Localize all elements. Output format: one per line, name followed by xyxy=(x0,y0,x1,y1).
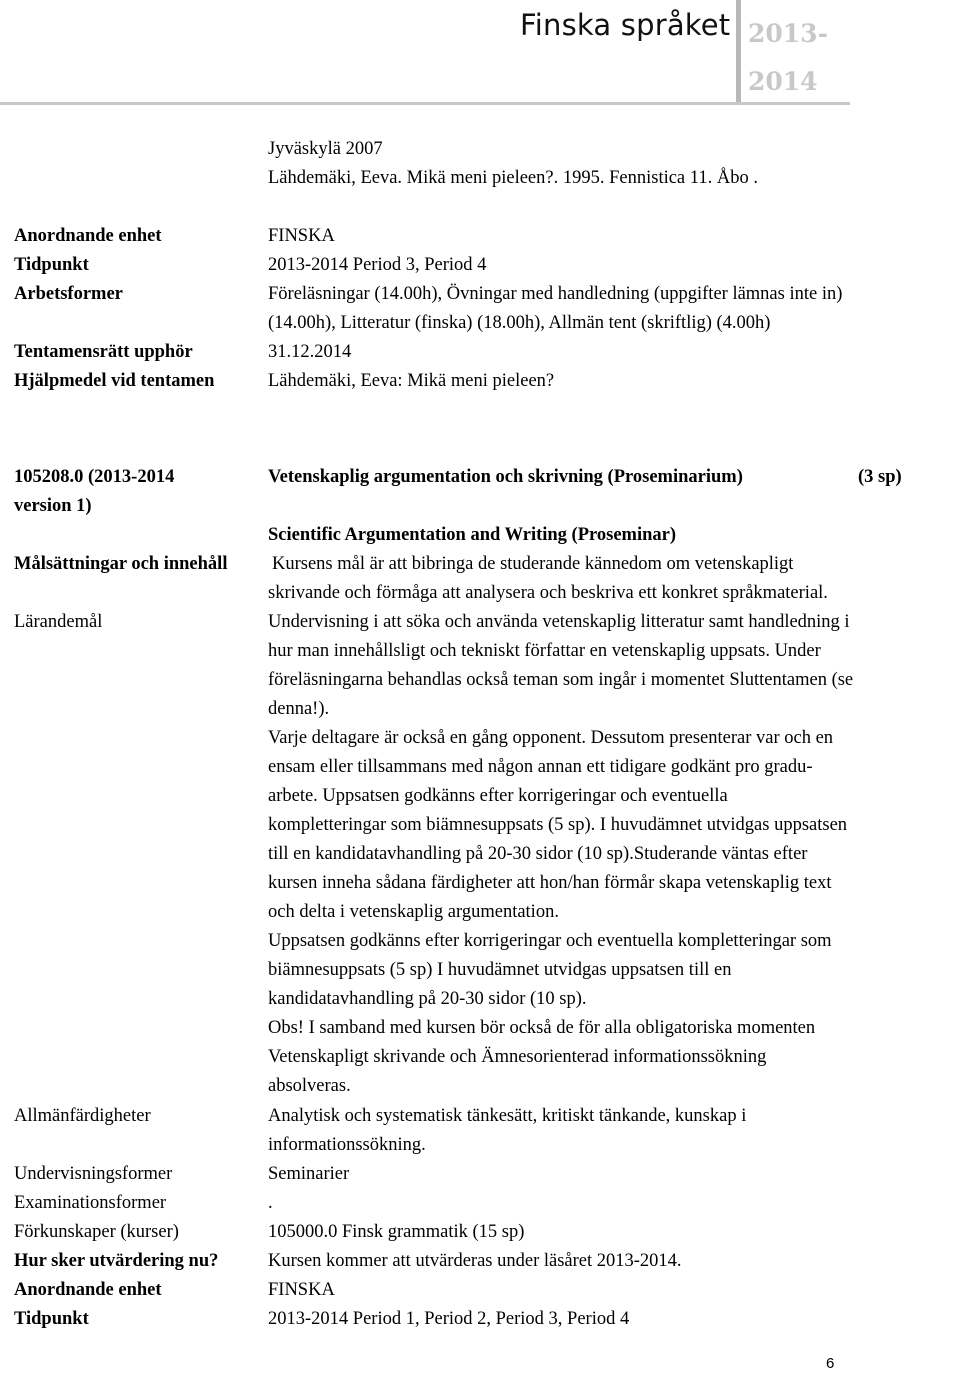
anordnande-value: FINSKA xyxy=(268,226,335,246)
larandemal-line: ensam eller tillsammans med någon annan ett tidigare godkänt pro gradu- xyxy=(268,757,813,777)
header-rule xyxy=(0,102,850,105)
allmanfardigheter-line: Analytisk och systematisk tänkesätt, kritiskt tänkande, kunskap i xyxy=(268,1106,747,1126)
malsattningar-line: skrivande och förmåga att analysera och beskriva ett konkret språkmaterial. xyxy=(268,583,828,603)
larandemal-line: Obs! I samband med kursen bör också de för alla obligatoriska momenten xyxy=(268,1018,816,1038)
anordnande-value: FINSKA xyxy=(268,1280,335,1300)
anordnande-label: Anordnande enhet xyxy=(14,226,162,246)
larandemal-line: absolveras. xyxy=(268,1076,351,1096)
larandemal-line: denna!). xyxy=(268,699,330,719)
larandemal-line: Uppsatsen godkänns efter korrigeringar och eventuella kompletteringar som xyxy=(268,931,832,951)
larandemal-line: arbete. Uppsatsen godkänns efter korrigeringar och eventuella xyxy=(268,786,728,806)
arbetsformer-line: (14.00h), Litteratur (finska) (18.00h), Allmän tent (skriftlig) (4.00h) xyxy=(268,313,771,333)
larandemal-line: kompletteringar som biämnesuppsats (5 sp). I huvudämnet utvidgas uppsatsen xyxy=(268,815,848,835)
larandemal-line: Undervisning i att söka och använda vetenskaplig litteratur samt handledning i xyxy=(268,612,850,632)
larandemal-line: biämnesuppsats (5 sp) I huvudämnet utvidgas uppsatsen till en xyxy=(268,960,732,980)
arbetsformer-label: Arbetsformer xyxy=(14,284,123,304)
allmanfardigheter-line: informationssökning. xyxy=(268,1135,426,1155)
malsattningar-line: Kursens mål är att bibringa de studerande kännedom om vetenskapligt xyxy=(272,554,794,574)
utvardering-value: Kursen kommer att utvärderas under läsåret 2013-2014. xyxy=(268,1251,682,1271)
course-title-sv: Vetenskaplig argumentation och skrivning (Proseminarium) xyxy=(268,467,743,487)
course-code-version: version 1) xyxy=(14,496,92,516)
anordnande-label: Anordnande enhet xyxy=(14,1280,162,1300)
header-year-top: 2013- xyxy=(748,19,828,48)
header-divider xyxy=(736,0,741,102)
larandemal-line: kandidatavhandling på 20-30 sidor (10 sp). xyxy=(268,989,587,1009)
arbetsformer-line: Föreläsningar (14.00h), Övningar med handledning (uppgifter lämnas inte in) xyxy=(268,284,843,304)
examinationsformer-value: . xyxy=(268,1193,273,1213)
larandemal-line: Varje deltagare är också en gång opponent. Dessutom presenterar var och en xyxy=(268,728,834,748)
hjalpmedel-value: Lähdemäki, Eeva: Mikä meni pieleen? xyxy=(268,371,555,391)
header-year-bottom: 2014 xyxy=(748,67,818,96)
tidpunkt-value: 2013-2014 Period 3, Period 4 xyxy=(268,255,487,275)
tentamensratt-value: 31.12.2014 xyxy=(268,342,352,362)
larandemal-line: föreläsningarna behandlas också teman som ingår i momentet Sluttentamen (se xyxy=(268,670,854,690)
larandemal-line: Vetenskapligt skrivande och Ämnesorienterad informationssökning xyxy=(268,1047,767,1067)
tidpunkt-label: Tidpunkt xyxy=(14,1309,89,1329)
page-number: 6 xyxy=(826,1355,835,1372)
larandemal-label: Lärandemål xyxy=(14,612,103,632)
larandemal-line: och delta i vetenskaplig argumentation. xyxy=(268,902,559,922)
hjalpmedel-label: Hjälpmedel vid tentamen xyxy=(14,371,215,391)
reference-line: Jyväskylä 2007 xyxy=(268,139,383,159)
larandemal-line: hur man innehållsligt och tekniskt författar en vetenskaplig uppsats. Under xyxy=(268,641,821,661)
tidpunkt-label: Tidpunkt xyxy=(14,255,89,275)
course-credits: (3 sp) xyxy=(858,467,902,487)
malsattningar-label: Målsättningar och innehåll xyxy=(14,554,228,574)
tidpunkt-value: 2013-2014 Period 1, Period 2, Period 3, Period 4 xyxy=(268,1309,630,1329)
undervisningsformer-label: Undervisningsformer xyxy=(14,1164,173,1184)
header-title: Finska språket xyxy=(520,8,731,42)
course-code: 105208.0 (2013-2014 xyxy=(14,467,175,487)
header-years xyxy=(748,10,828,106)
examinationsformer-label: Examinationsformer xyxy=(14,1193,167,1213)
forkunskaper-label: Förkunskaper (kurser) xyxy=(14,1222,179,1242)
course-title-en: Scientific Argumentation and Writing (Proseminar) xyxy=(268,525,677,545)
undervisningsformer-value: Seminarier xyxy=(268,1164,350,1184)
larandemal-line: till en kandidatavhandling på 20-30 sidor (10 sp).Studerande väntas efter xyxy=(268,844,808,864)
tentamensratt-label: Tentamensrätt upphör xyxy=(14,342,193,362)
larandemal-line: kursen inneha sådana färdigheter att hon/han förmår skapa vetenskaplig text xyxy=(268,873,832,893)
forkunskaper-value: 105000.0 Finsk grammatik (15 sp) xyxy=(268,1222,525,1242)
utvardering-label: Hur sker utvärdering nu? xyxy=(14,1251,219,1271)
allmanfardigheter-label: Allmänfärdigheter xyxy=(14,1106,151,1126)
reference-line: Lähdemäki, Eeva. Mikä meni pieleen?. 1995. Fennistica 11. Åbo . xyxy=(268,168,758,188)
